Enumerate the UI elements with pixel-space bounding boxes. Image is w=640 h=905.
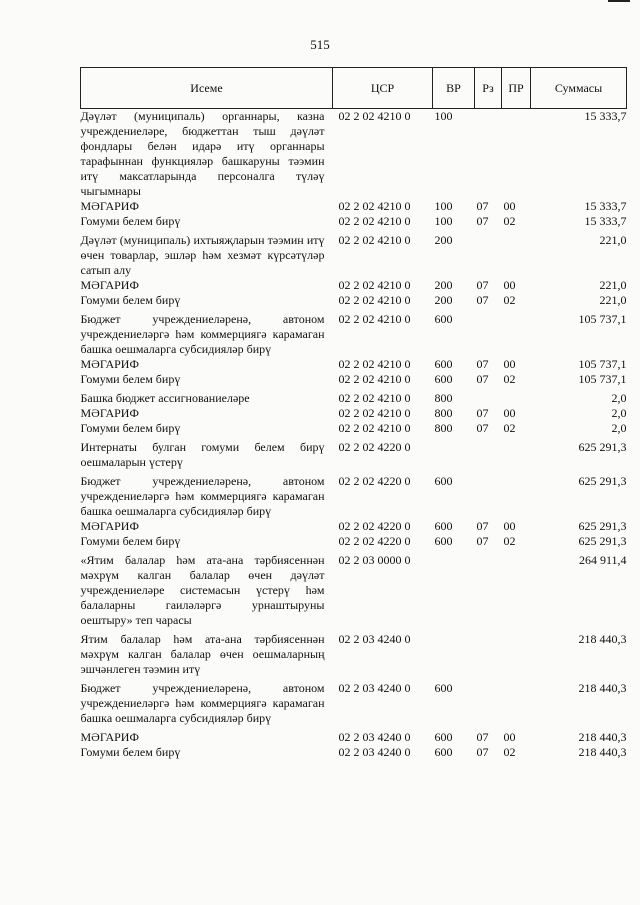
header-rz: Рз <box>475 68 502 109</box>
cell-csr: 02 2 03 4240 0 <box>338 681 411 695</box>
cell-sum: 625 291,3 <box>578 440 627 454</box>
cell-sum: 218 440,3 <box>578 730 627 744</box>
cell-pr <box>502 308 531 357</box>
table-row <box>81 387 627 406</box>
table-row <box>81 214 627 229</box>
cell-rz <box>475 436 502 470</box>
cell-csr: 02 2 03 4240 0 <box>338 632 411 646</box>
cell-vr: 600 <box>434 534 453 548</box>
cell-rz: 07 <box>476 421 489 435</box>
table-row <box>81 436 627 470</box>
cell-vr: 200 <box>434 233 453 247</box>
cell-name: Ятим балалар һәм ата-ана тәрбиясеннән мәхрүм калган балалар өчен оешмаларның эшчәнлеген тәэмин итү <box>80 632 325 676</box>
cell-sum: 625 291,3 <box>578 474 627 488</box>
header-pr: ПР <box>502 68 531 109</box>
cell-name: Бюджет учреждениеләренә, автоном учреждениеләргә һәм коммерциягә карамаган башка оешмаларга субсидияләр бирү <box>80 474 325 518</box>
cell-pr: 02 <box>503 745 516 759</box>
corner-mark <box>608 0 630 2</box>
cell-name: Гомуми белем бирү <box>80 421 181 435</box>
table-row <box>81 278 627 293</box>
cell-pr <box>502 628 531 677</box>
table-row <box>81 470 627 519</box>
header-csr: ЦСР <box>333 68 433 109</box>
cell-sum: 625 291,3 <box>578 519 627 533</box>
table-row <box>81 199 627 214</box>
cell-name: Интернаты булган гомуми белем бирү оешмаларын үстерү <box>80 440 325 469</box>
cell-name: Дәүләт (муниципаль) органнары, казна учреждениеләре, бюджеттан тыш дәүләт фондлары белән идарә итү органнары тарафыннан функцияләр башкаруны тәэмин итү максатларында персоналга түләү чыгымнары <box>80 109 325 198</box>
cell-vr: 600 <box>434 357 453 371</box>
cell-pr: 00 <box>503 406 516 420</box>
cell-vr: 600 <box>434 372 453 386</box>
table-header <box>81 68 627 109</box>
cell-sum: 2,0 <box>611 391 627 405</box>
cell-sum: 2,0 <box>611 406 627 420</box>
cell-csr: 02 2 03 0000 0 <box>338 553 411 567</box>
cell-rz: 07 <box>476 745 489 759</box>
cell-csr: 02 2 02 4210 0 <box>338 406 411 420</box>
cell-csr: 02 2 02 4210 0 <box>338 199 411 213</box>
cell-csr: 02 2 02 4210 0 <box>338 278 411 292</box>
cell-pr <box>502 229 531 278</box>
cell-sum: 218 440,3 <box>578 681 627 695</box>
cell-vr <box>433 436 475 470</box>
cell-name: «Ятим балалар һәм ата-ана тәрбиясеннән мәхрүм калган балалар өчен дәүләт учреждениеләре системасын үстерү һәм балаларны гаиләләргә урнаштыруны оештыру» теп чарасы <box>80 553 325 627</box>
cell-rz <box>475 387 502 406</box>
cell-sum: 15 333,7 <box>584 214 627 228</box>
table-row <box>81 628 627 677</box>
cell-pr: 00 <box>503 730 516 744</box>
cell-csr: 02 2 02 4220 0 <box>338 534 411 548</box>
cell-rz <box>475 549 502 628</box>
cell-csr: 02 2 03 4240 0 <box>338 730 411 744</box>
cell-name: Гомуми белем бирү <box>80 293 181 307</box>
cell-pr: 00 <box>503 278 516 292</box>
cell-csr: 02 2 02 4210 0 <box>338 312 411 326</box>
cell-csr: 02 2 02 4210 0 <box>338 214 411 228</box>
cell-rz: 07 <box>476 199 489 213</box>
table-row <box>81 549 627 628</box>
cell-rz: 07 <box>476 406 489 420</box>
cell-pr: 00 <box>503 357 516 371</box>
cell-name: Гомуми белем бирү <box>80 745 181 759</box>
cell-rz: 07 <box>476 730 489 744</box>
cell-vr: 600 <box>434 730 453 744</box>
header-sum: Суммасы <box>531 68 627 109</box>
cell-name: Башка бюджет ассигнованиеләре <box>80 391 250 405</box>
table-row <box>81 109 627 200</box>
budget-table <box>80 67 627 760</box>
table-row <box>81 293 627 308</box>
cell-vr: 600 <box>434 681 453 695</box>
cell-pr <box>502 436 531 470</box>
cell-rz <box>475 470 502 519</box>
cell-csr: 02 2 02 4210 0 <box>338 391 411 405</box>
cell-rz <box>475 628 502 677</box>
cell-sum: 221,0 <box>599 293 627 307</box>
cell-rz: 07 <box>476 534 489 548</box>
table-row <box>81 406 627 421</box>
cell-vr: 600 <box>434 745 453 759</box>
cell-vr: 600 <box>434 312 453 326</box>
cell-vr <box>433 628 475 677</box>
header-name: Исеме <box>81 68 333 109</box>
cell-sum: 105 737,1 <box>578 312 627 326</box>
cell-pr <box>502 549 531 628</box>
cell-csr: 02 2 02 4210 0 <box>338 293 411 307</box>
cell-name: МӘГАРИФ <box>80 406 139 420</box>
header-vr: ВР <box>433 68 475 109</box>
table-row <box>81 726 627 745</box>
table-row <box>81 372 627 387</box>
cell-pr <box>502 677 531 726</box>
cell-csr: 02 2 03 4240 0 <box>338 745 411 759</box>
cell-rz <box>475 229 502 278</box>
cell-pr: 00 <box>503 199 516 213</box>
cell-csr: 02 2 02 4210 0 <box>338 357 411 371</box>
cell-vr: 800 <box>434 391 453 405</box>
page-number: 515 <box>310 37 330 52</box>
table-row <box>81 421 627 436</box>
table-row <box>81 519 627 534</box>
cell-name: МӘГАРИФ <box>80 519 139 533</box>
cell-name: МӘГАРИФ <box>80 730 139 744</box>
cell-vr: 600 <box>434 519 453 533</box>
cell-pr: 02 <box>503 421 516 435</box>
cell-pr: 00 <box>503 519 516 533</box>
cell-name: МӘГАРИФ <box>80 278 139 292</box>
cell-rz: 07 <box>476 372 489 386</box>
table-row <box>81 229 627 278</box>
cell-sum: 264 911,4 <box>578 553 627 567</box>
table-row <box>81 534 627 549</box>
cell-sum: 2,0 <box>611 421 627 435</box>
cell-csr: 02 2 02 4220 0 <box>338 440 411 454</box>
table-row <box>81 677 627 726</box>
cell-name: МӘГАРИФ <box>80 199 139 213</box>
cell-vr: 100 <box>434 109 453 123</box>
table-body <box>81 109 627 761</box>
cell-vr: 600 <box>434 474 453 488</box>
cell-name: Бюджет учреждениеләренә, автоном учреждениеләргә һәм коммерциягә карамаган башка оешмаларга субсидияләр бирү <box>80 681 325 725</box>
cell-rz: 07 <box>476 278 489 292</box>
cell-name: Дәүләт (муниципаль) ихтыяҗларын тәэмин итү өчен товарлар, эшләр һәм хезмәт күрсәтүләр сатып алу <box>80 233 325 277</box>
cell-csr: 02 2 02 4210 0 <box>338 233 411 247</box>
cell-vr: 200 <box>434 278 453 292</box>
table-row <box>81 308 627 357</box>
cell-rz: 07 <box>476 293 489 307</box>
cell-sum: 218 440,3 <box>578 632 627 646</box>
cell-sum: 625 291,3 <box>578 534 627 548</box>
cell-pr: 02 <box>503 372 516 386</box>
cell-pr: 02 <box>503 293 516 307</box>
cell-name: Гомуми белем бирү <box>80 534 181 548</box>
table-row <box>81 745 627 760</box>
cell-csr: 02 2 02 4220 0 <box>338 519 411 533</box>
cell-sum: 218 440,3 <box>578 745 627 759</box>
cell-csr: 02 2 02 4220 0 <box>338 474 411 488</box>
cell-rz: 07 <box>476 357 489 371</box>
cell-vr: 200 <box>434 293 453 307</box>
cell-sum: 105 737,1 <box>578 372 627 386</box>
cell-name: Бюджет учреждениеләренә, автоном учреждениеләргә һәм коммерциягә карамаган башка оешмаларга субсидияләр бирү <box>80 312 325 356</box>
cell-vr: 800 <box>434 421 453 435</box>
cell-pr <box>502 387 531 406</box>
table-row <box>81 357 627 372</box>
cell-sum: 221,0 <box>599 233 627 247</box>
cell-csr: 02 2 02 4210 0 <box>338 421 411 435</box>
cell-sum: 15 333,7 <box>584 109 627 123</box>
cell-vr: 100 <box>434 214 453 228</box>
cell-name: Гомуми белем бирү <box>80 214 181 228</box>
cell-vr <box>433 549 475 628</box>
cell-sum: 221,0 <box>599 278 627 292</box>
cell-vr: 100 <box>434 199 453 213</box>
cell-sum: 15 333,7 <box>584 199 627 213</box>
cell-pr: 02 <box>503 534 516 548</box>
cell-pr <box>502 470 531 519</box>
cell-sum: 105 737,1 <box>578 357 627 371</box>
cell-rz <box>475 677 502 726</box>
cell-rz <box>475 308 502 357</box>
cell-rz <box>475 109 502 200</box>
cell-pr <box>502 109 531 200</box>
cell-csr: 02 2 02 4210 0 <box>338 372 411 386</box>
cell-pr: 02 <box>503 214 516 228</box>
cell-name: МӘГАРИФ <box>80 357 139 371</box>
cell-vr: 800 <box>434 406 453 420</box>
cell-rz: 07 <box>476 214 489 228</box>
cell-rz: 07 <box>476 519 489 533</box>
cell-name: Гомуми белем бирү <box>80 372 181 386</box>
cell-csr: 02 2 02 4210 0 <box>338 109 411 123</box>
